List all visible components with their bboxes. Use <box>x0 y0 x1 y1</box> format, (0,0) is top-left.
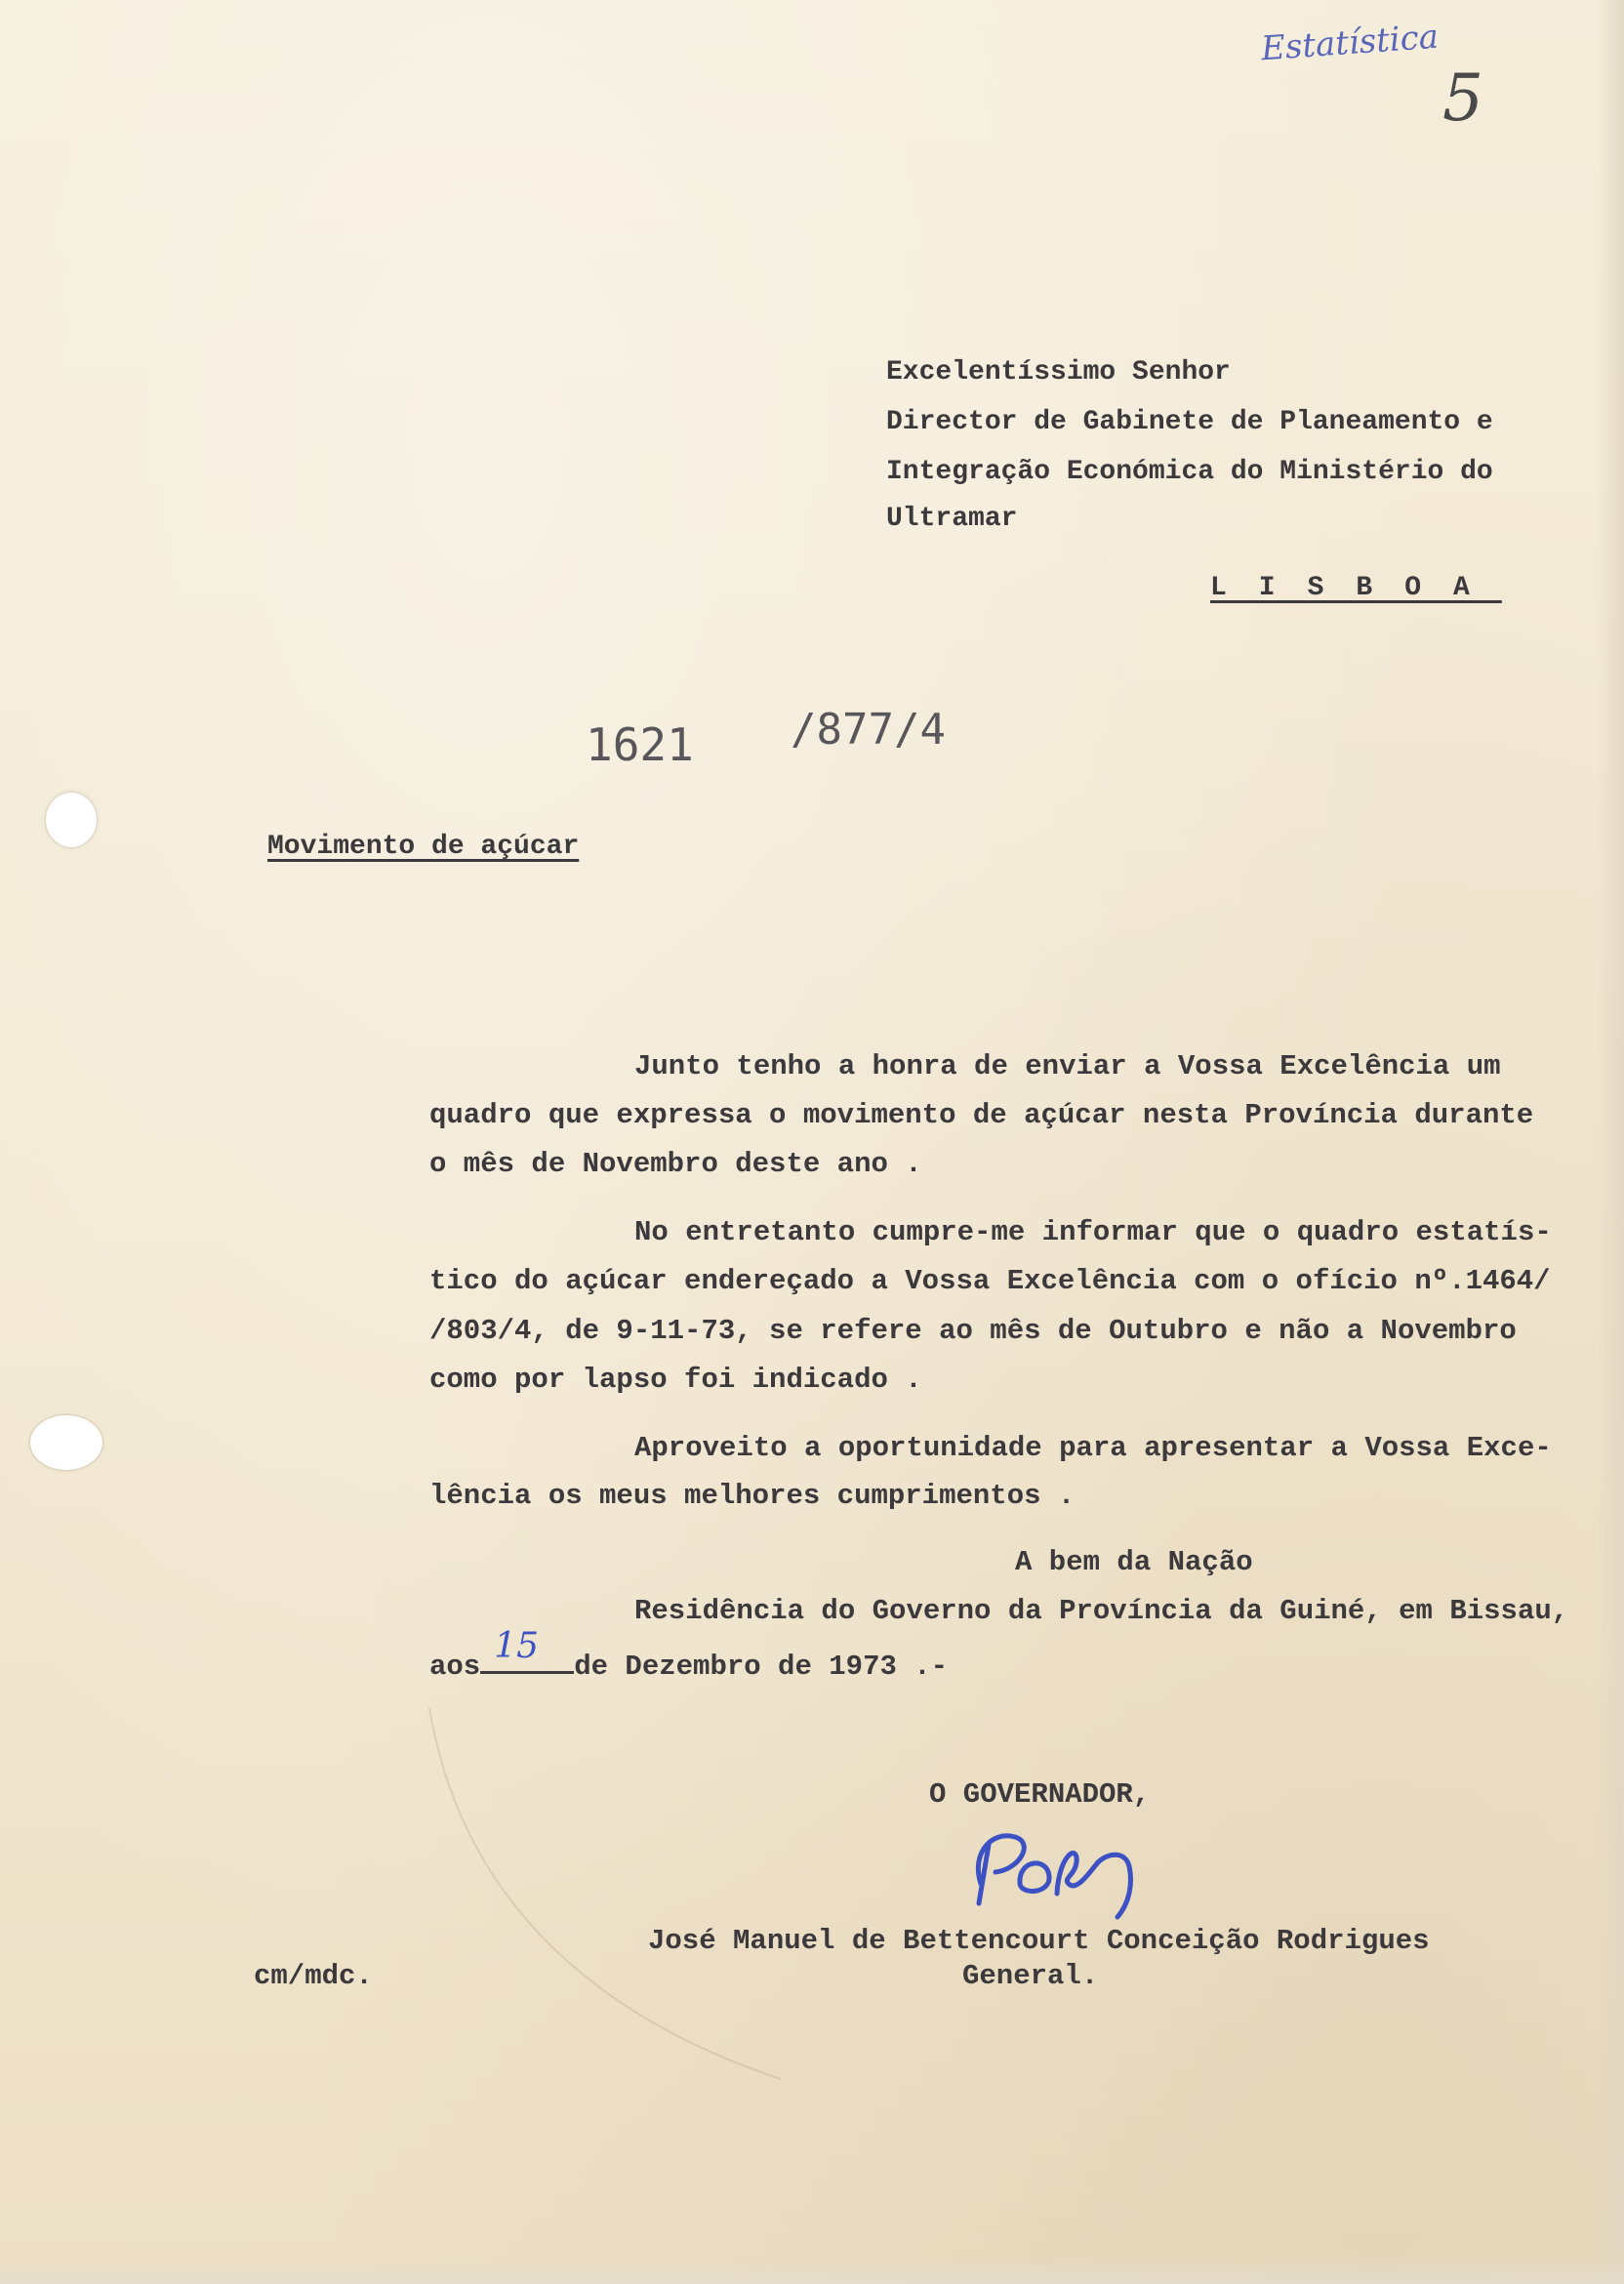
punch-hole-bottom <box>30 1415 102 1470</box>
closing-place: Residência do Governo da Província da Guiné, em Bissau, <box>634 1595 1569 1627</box>
body-paragraph-2-line-3: /803/4, de 9-11-73, se refere ao mês de Outubro e não a Novembro <box>429 1315 1517 1347</box>
punch-hole-top <box>46 793 97 847</box>
date-prefix: aos <box>429 1651 481 1683</box>
addressee-line-3: Integração Económica do Ministério do <box>886 457 1493 487</box>
handwritten-day: 15 <box>494 1626 540 1666</box>
paper-crease <box>420 1689 791 2099</box>
handwritten-category-note: Estatística <box>1259 17 1441 69</box>
date-suffix: de Dezembro de 1973 .- <box>574 1651 949 1683</box>
body-paragraph-2-line-1: No entretanto cumpre-me informar que o quadro estatís- <box>634 1216 1552 1248</box>
addressee-line-4: Ultramar <box>886 504 1018 534</box>
body-paragraph-2-line-2: tico do açúcar endereçado a Vossa Excelência com o ofício nº.1464/ <box>429 1265 1551 1297</box>
body-paragraph-3-line-1: Aproveito a oportunidade para apresentar a Vossa Exce- <box>634 1432 1552 1464</box>
typist-initials: cm/mdc. <box>254 1960 373 1992</box>
paper-edge-bottom <box>0 2261 1624 2284</box>
addressee-city: LISBOA <box>1210 573 1502 603</box>
closing-motto: A bem da Nação <box>1015 1546 1253 1578</box>
handwritten-signature <box>961 1815 1147 1923</box>
handwritten-page-number: 5 <box>1442 61 1483 136</box>
signatory-title: O GOVERNADOR, <box>929 1778 1151 1811</box>
reference-code: /877/4 <box>791 705 946 755</box>
date-day-blank <box>480 1626 574 1674</box>
signatory-rank: General. <box>962 1960 1099 1992</box>
reference-number: 1621 <box>586 718 694 771</box>
body-paragraph-1-line-2: quadro que expressa o movimento de açúcar nesta Província durante <box>429 1099 1534 1131</box>
body-paragraph-2-line-4: como por lapso foi indicado . <box>429 1364 922 1396</box>
closing-date <box>429 1626 949 1683</box>
addressee-line-2: Director de Gabinete de Planeamento e <box>886 407 1493 437</box>
paper-edge-right <box>1597 0 1624 2284</box>
signatory-name: José Manuel de Bettencourt Conceição Rodrigues <box>648 1925 1430 1957</box>
body-paragraph-1-line-1: Junto tenho a honra de enviar a Vossa Excelência um <box>634 1050 1501 1082</box>
letter-subject: Movimento de açúcar <box>267 832 580 862</box>
addressee-line-1: Excelentíssimo Senhor <box>886 357 1231 387</box>
body-paragraph-3-line-2: lência os meus melhores cumprimentos . <box>429 1480 1076 1512</box>
body-paragraph-1-line-3: o mês de Novembro deste ano . <box>429 1148 922 1180</box>
